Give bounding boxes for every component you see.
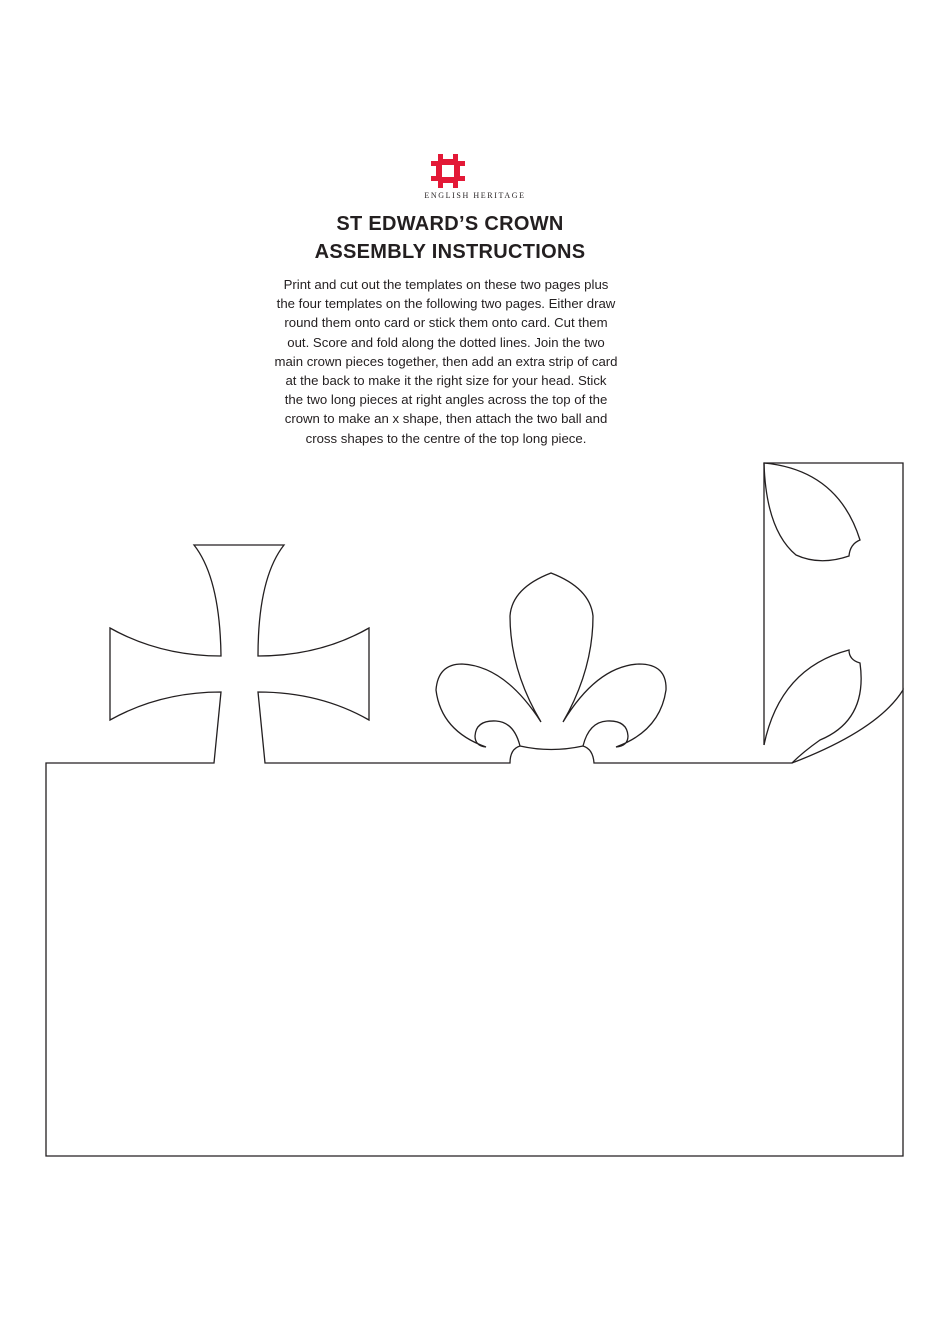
instruction-line: the four templates on the following two pages. Either draw — [276, 296, 616, 312]
title-line-2: ASSEMBLY INSTRUCTIONS — [314, 241, 586, 263]
crown-band-outline — [46, 545, 903, 1156]
instruction-line: at the back to make it the right size for your head. Stick — [285, 373, 607, 389]
upper-leaf-cutout — [764, 463, 860, 561]
fleur-base-notch — [520, 746, 583, 750]
instruction-line: round them onto card or stick them onto card. Cut them — [284, 315, 608, 331]
logo-wordmark: ENGLISH HERITAGE — [424, 191, 526, 200]
instruction-line: Print and cut out the templates on these two pages plus — [283, 277, 609, 292]
instruction-line: crown to make an x shape, then attach the two ball and — [284, 411, 608, 427]
side-piece-outline — [764, 463, 903, 745]
title-line-1: ST EDWARD’S CROWN — [336, 213, 564, 235]
instruction-line: the two long pieces at right angles across the top of the — [284, 392, 608, 408]
instruction-line: cross shapes to the centre of the top long piece. — [305, 430, 587, 446]
lower-leaf-cutout — [764, 650, 861, 763]
instruction-line: out. Score and fold along the dotted lines. Join the two — [287, 334, 605, 350]
instruction-line: main crown pieces together, then add an extra strip of card — [274, 353, 618, 369]
